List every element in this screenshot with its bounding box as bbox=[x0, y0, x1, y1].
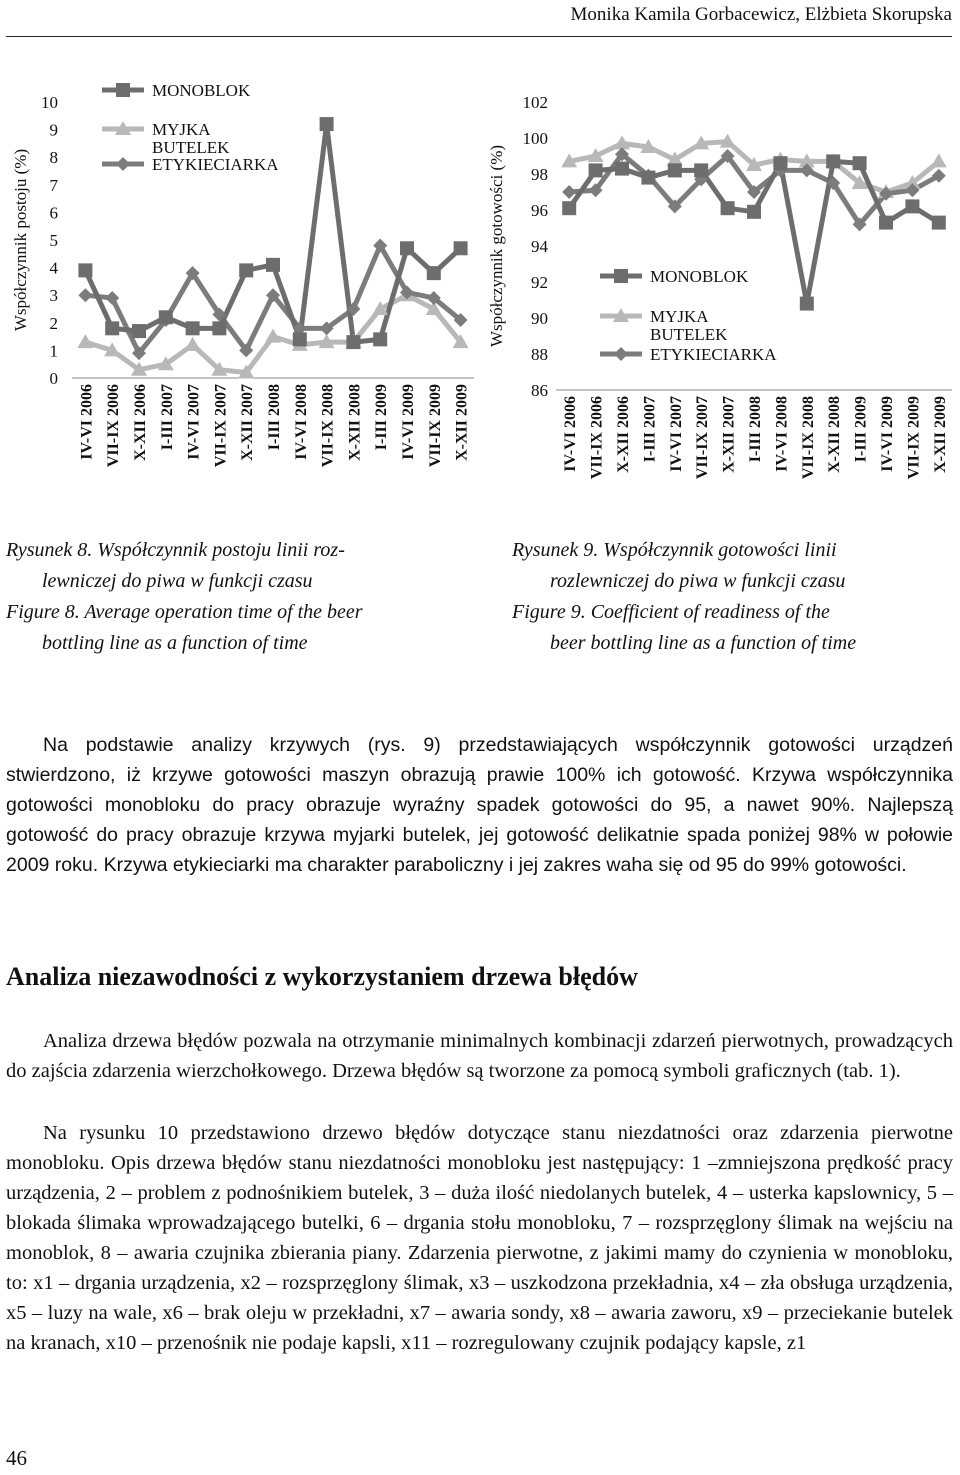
figure-8-caption-en-1: Figure 8. Average operation time of the beer bbox=[6, 601, 363, 623]
readiness-x-tick-label: X-XII 2006 bbox=[615, 396, 632, 473]
downtime-y-tick-label: 4 bbox=[49, 258, 58, 278]
downtime-x-tick-label: IV-VI 2007 bbox=[185, 384, 203, 460]
readiness-point-monoblok bbox=[826, 154, 840, 168]
readiness-y-tick-label: 100 bbox=[522, 129, 548, 148]
downtime-x-tick-label: I-III 2007 bbox=[158, 384, 176, 451]
downtime-x-tick-label: VII-IX 2006 bbox=[105, 384, 123, 468]
readiness-point-monoblok bbox=[800, 297, 814, 311]
readiness-point-monoblok bbox=[853, 156, 867, 170]
downtime-point-monoblok bbox=[373, 332, 387, 346]
downtime-y-tick-label: 9 bbox=[49, 120, 58, 140]
readiness-x-tick-label: IV-VI 2008 bbox=[773, 396, 791, 472]
readiness-y-tick-label: 94 bbox=[531, 237, 548, 256]
downtime-legend-label-line: MYJKA bbox=[152, 120, 211, 139]
readiness-point-monoblok bbox=[694, 163, 708, 177]
figure-9-caption-en-2: beer bottling line as a function of time bbox=[550, 632, 857, 654]
downtime-point-myjka bbox=[265, 329, 281, 343]
analysis-paragraph: Na podstawie analizy krzywych (rys. 9) przedstawiających współczynnik gotowości urządzeń stwierdzono, iż krzywe gotowości maszyn obrazują prawie 100% ich gotowość. Krzywa współczynnika gotowości monobloku do pracy obrazuje wyraźny spadek gotowości do 95, a nawet 90%. Najlepszą gotowość do pracy obrazuje krzywa myjarki butelek, jej gotowość delikatnie spada poniżej 98% w połowie 2009 roku. Krzywa etykieciarki ma charakter paraboliczny i jej zakres waha się od 95 do 99% gotowości. bbox=[6, 734, 953, 876]
downtime-point-monoblok bbox=[454, 241, 468, 255]
readiness-point-monoblok bbox=[932, 216, 946, 230]
readiness-x-tick-label: IV-VI 2009 bbox=[879, 396, 896, 472]
readiness-point-myjka bbox=[931, 153, 947, 167]
readiness-legend-marker bbox=[614, 347, 628, 361]
readiness-y-tick-label: 90 bbox=[531, 309, 548, 328]
readiness-point-monoblok bbox=[668, 163, 682, 177]
downtime-y-tick-label: 3 bbox=[49, 286, 58, 306]
downtime-point-myjka bbox=[185, 337, 201, 351]
readiness-legend-label: ETYKIECIARKA bbox=[650, 345, 777, 364]
section-heading: Analiza niezawodności z wykorzystaniem drzewa błędów bbox=[6, 962, 638, 991]
readiness-x-tick-label: X-XII 2009 bbox=[931, 396, 949, 473]
downtime-point-monoblok bbox=[346, 335, 360, 349]
downtime-point-monoblok bbox=[427, 266, 441, 280]
downtime-point-etykieciarka bbox=[78, 288, 92, 302]
fault-tree-paragraph-1: Analiza drzewa błędów pozwala na otrzymanie minimalnych kombinacji zdarzeń pierwotnych, prowadzących do zajścia zdarzenia wierzchołkowego. Drzewa błędów są tworzone za pomocą symboli graficznych (tab. 1). bbox=[6, 1030, 953, 1082]
running-header: Monika Kamila Gorbacewicz, Elżbieta Skorupska bbox=[570, 4, 952, 25]
downtime-point-monoblok bbox=[266, 258, 280, 272]
downtime-y-tick-label: 7 bbox=[49, 175, 58, 195]
readiness-chart-svg bbox=[480, 80, 955, 525]
readiness-point-monoblok bbox=[905, 199, 919, 213]
readiness-point-monoblok bbox=[773, 156, 787, 170]
figure-9-caption-pl-1: Rysunek 9. Współczynnik gotowości linii bbox=[512, 539, 837, 561]
readiness-point-monoblok bbox=[615, 162, 629, 176]
downtime-x-tick-label: X-XII 2006 bbox=[132, 384, 149, 461]
downtime-point-monoblok bbox=[212, 321, 226, 335]
downtime-x-tick-label: IV-VI 2009 bbox=[400, 384, 417, 460]
readiness-point-monoblok bbox=[879, 216, 893, 230]
downtime-legend-label: ETYKIECIARKA bbox=[152, 155, 279, 174]
figure-8-caption-pl-2: lewniczej do piwa w funkcji czasu bbox=[42, 570, 313, 592]
readiness-x-tick-label: I-III 2008 bbox=[747, 396, 764, 463]
downtime-point-myjka bbox=[77, 334, 93, 348]
downtime-y-tick-label: 10 bbox=[41, 93, 58, 112]
downtime-point-monoblok bbox=[293, 332, 307, 346]
downtime-x-tick-label: VII-IX 2008 bbox=[319, 384, 337, 468]
downtime-point-monoblok bbox=[159, 310, 173, 324]
fault-tree-paragraph-2: Na rysunku 10 przedstawiono drzewo błędów dotyczące stanu niezdatności oraz zdarzenia pierwotne monobloku. Opis drzewa błędów stanu niezdatności monobloku jest następujący: 1 –zmniejszona prędkość pracy urządzenia, 2 – problem z podnośnikiem butelek, 3 – duża ilość niedolanych butelek, 4 – usterka kapslownicy, 5 – blokada ślimaka wprowadzającego butelki, 6 – drgania stołu monobloku, 7 – rozsprzęglony ślimak na wejściu na monoblok, 8 – awaria czujnika zbierania piany. Zdarzenia pierwotne, z jakimi mamy do czynienia w monobloku, to: x1 – drgania urządzenia, x2 – rozsprzęglony ślimak, x3 – uszkodzona przekładnia, x4 – zła obsługa urządzenia, x5 – luzy na wale, x6 – brak oleju w przekładni, x7 – awaria sondy, x8 – awaria zaworu, x9 – przeciekanie butelek na kranach, x10 – przenośnik nie podaje kapsli, x11 – rozregulowany czujnik podający kapsle, z1 bbox=[6, 1122, 953, 1354]
readiness-chart bbox=[480, 80, 955, 525]
downtime-x-tick-label: I-III 2008 bbox=[266, 384, 283, 451]
downtime-x-tick-label: VII-IX 2007 bbox=[212, 384, 230, 468]
readiness-point-monoblok bbox=[721, 201, 735, 215]
readiness-point-monoblok bbox=[562, 201, 576, 215]
downtime-point-monoblok bbox=[320, 117, 334, 131]
downtime-legend-label: MONOBLOK bbox=[152, 81, 251, 100]
downtime-x-tick-label: VII-IX 2009 bbox=[426, 384, 444, 468]
readiness-y-tick-label: 86 bbox=[531, 381, 548, 400]
figure-8-caption bbox=[6, 535, 480, 659]
readiness-x-tick-label: IV-VI 2006 bbox=[562, 396, 580, 472]
header-rule bbox=[6, 36, 952, 37]
figure-9-caption bbox=[512, 535, 948, 659]
downtime-legend-label-line: BUTELEK bbox=[152, 138, 230, 157]
readiness-legend-label-line: MYJKA bbox=[650, 307, 709, 326]
readiness-y-axis-label: Współczynnik gotowości (%) bbox=[487, 144, 506, 348]
downtime-x-tick-label: IV-VI 2006 bbox=[78, 384, 96, 460]
downtime-y-tick-label: 2 bbox=[49, 313, 58, 333]
downtime-point-monoblok bbox=[78, 263, 92, 277]
downtime-x-tick-label: I-III 2009 bbox=[373, 384, 391, 451]
downtime-point-monoblok bbox=[186, 321, 200, 335]
downtime-legend-marker bbox=[116, 83, 130, 97]
readiness-x-tick-label: I-III 2007 bbox=[641, 396, 659, 463]
figure-9-caption-pl-2: rozlewniczej do piwa w funkcji czasu bbox=[550, 570, 846, 592]
readiness-point-monoblok bbox=[641, 171, 655, 185]
downtime-point-monoblok bbox=[400, 241, 414, 255]
figure-8-caption-pl-1: Rysunek 8. Współczynnik postoju linii roz- bbox=[6, 539, 345, 561]
readiness-point-monoblok bbox=[589, 163, 603, 177]
readiness-x-tick-label: X-XII 2008 bbox=[826, 396, 844, 473]
readiness-y-tick-label: 96 bbox=[531, 201, 548, 220]
downtime-x-tick-label: X-XII 2008 bbox=[346, 384, 364, 461]
readiness-legend-label-line: BUTELEK bbox=[650, 325, 728, 344]
downtime-x-tick-label: IV-VI 2008 bbox=[292, 384, 310, 460]
downtime-y-tick-label: 1 bbox=[49, 341, 58, 361]
readiness-y-tick-label: 102 bbox=[522, 93, 548, 112]
readiness-x-tick-label: VII-IX 2009 bbox=[905, 396, 923, 480]
readiness-x-tick-label: VII-IX 2007 bbox=[694, 396, 712, 480]
readiness-y-tick-label: 92 bbox=[531, 273, 548, 292]
downtime-y-axis-label: Współczynnik postoju (%) bbox=[11, 148, 30, 332]
downtime-x-tick-label: X-XII 2009 bbox=[453, 384, 471, 461]
downtime-point-monoblok bbox=[105, 321, 119, 335]
downtime-point-monoblok bbox=[132, 324, 146, 338]
downtime-chart bbox=[6, 80, 476, 525]
readiness-point-monoblok bbox=[747, 205, 761, 219]
readiness-y-tick-label: 88 bbox=[531, 345, 548, 364]
readiness-x-tick-label: VII-IX 2008 bbox=[799, 396, 817, 480]
downtime-chart-svg bbox=[6, 80, 476, 525]
downtime-legend-marker bbox=[116, 157, 130, 171]
readiness-x-tick-label: VII-IX 2006 bbox=[588, 396, 606, 480]
downtime-x-tick-label: X-XII 2007 bbox=[239, 384, 257, 461]
downtime-legend-label bbox=[152, 120, 230, 157]
readiness-x-tick-label: X-XII 2007 bbox=[720, 396, 738, 473]
page-number: 46 bbox=[6, 1446, 27, 1470]
readiness-y-tick-label: 98 bbox=[531, 165, 548, 184]
downtime-y-tick-label: 6 bbox=[49, 203, 58, 223]
readiness-x-tick-label: I-III 2009 bbox=[852, 396, 870, 463]
downtime-point-monoblok bbox=[239, 263, 253, 277]
readiness-x-tick-label: IV-VI 2007 bbox=[667, 396, 685, 472]
downtime-y-tick-label: 0 bbox=[49, 369, 58, 388]
figure-9-caption-en-1: Figure 9. Coefficient of readiness of the bbox=[512, 601, 830, 623]
readiness-legend-label: MONOBLOK bbox=[650, 267, 749, 286]
readiness-legend-marker bbox=[614, 269, 628, 283]
downtime-y-tick-label: 8 bbox=[49, 148, 58, 168]
figure-8-caption-en-2: bottling line as a function of time bbox=[42, 632, 308, 654]
downtime-y-tick-label: 5 bbox=[49, 231, 58, 250]
readiness-legend-label bbox=[650, 307, 728, 344]
